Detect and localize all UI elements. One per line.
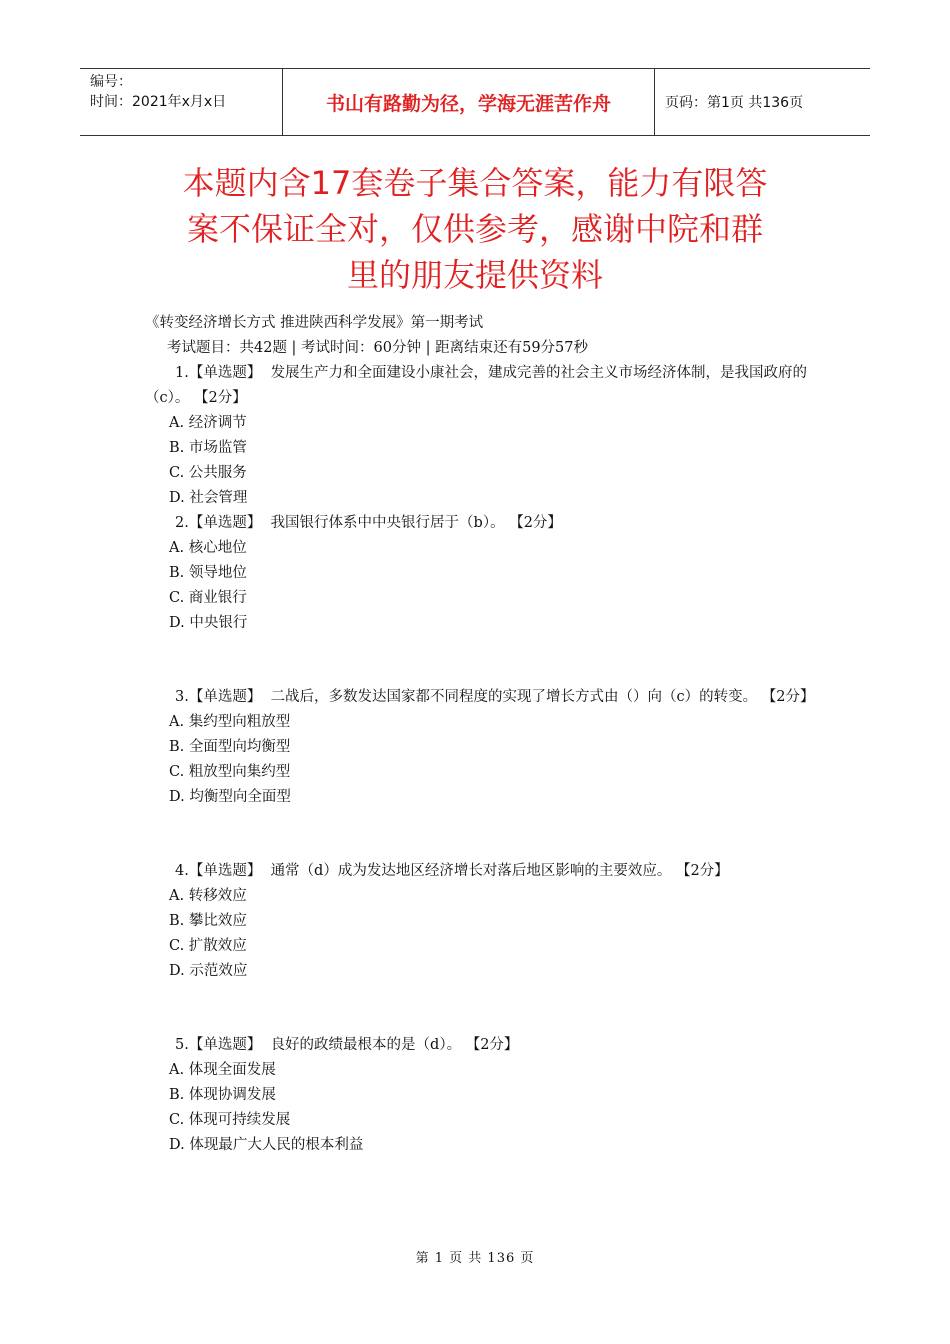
question-2-option-d: D. 中央银行 <box>169 615 248 631</box>
question-5-stem <box>145 1033 815 1058</box>
question-5-number: 5. <box>175 1037 189 1053</box>
question-3-option-c: C. 粗放型向集约型 <box>169 764 291 780</box>
exam-info: 考试题目：共42题 | 考试时间：60分钟 | 距离结束还有59分57秒 <box>167 340 589 356</box>
question-2-option-b: B. 领导地位 <box>169 565 247 581</box>
question-1-text: 发展生产力和全面建设小康社会，建成完善的社会主义市场经济体制，是我国政府的（c）。 【2分】 <box>145 365 808 406</box>
question-5-option-c: C. 体现可持续发展 <box>169 1112 291 1128</box>
question-5-type: 【单选题】 <box>188 1037 262 1053</box>
question-1-number: 1. <box>175 365 189 381</box>
exam-content <box>145 311 815 1158</box>
question-1-type: 【单选题】 <box>188 365 262 381</box>
question-5-option-d: D. 体现最广大人民的根本利益 <box>169 1137 364 1153</box>
question-2-number: 2. <box>175 515 189 531</box>
question-3-option-d: D. 均衡型向全面型 <box>169 789 291 805</box>
question-3-option-a: A. 集约型向粗放型 <box>169 714 291 730</box>
header-page-text: 页码：第1页 共136页 <box>665 95 804 111</box>
question-5 <box>145 1033 815 1158</box>
header-motto <box>282 69 655 135</box>
question-4 <box>145 859 815 984</box>
question-2 <box>145 511 815 636</box>
question-1-option-b: B. 市场监管 <box>169 440 247 456</box>
header-motto-text: 书山有路勤为径，学海无涯苦作舟 <box>325 92 611 115</box>
question-1-option-a: A. 经济调节 <box>169 415 247 431</box>
question-4-number: 4. <box>175 863 189 879</box>
header-page <box>655 69 870 135</box>
question-3 <box>145 685 815 810</box>
question-4-option-d: D. 示范效应 <box>169 963 248 979</box>
question-4-option-a: A. 转移效应 <box>169 888 247 904</box>
page-footer <box>0 1247 950 1266</box>
question-4-option-c: C. 扩散效应 <box>169 938 247 954</box>
question-2-option-a: A. 核心地位 <box>169 540 247 556</box>
header-meta <box>80 69 282 135</box>
banner-line-2: 案不保证全对，仅供参考，感谢中院和群 <box>186 210 763 248</box>
question-3-stem <box>145 685 815 710</box>
question-1 <box>145 361 815 511</box>
question-3-text: 二战后，多数发达国家都不同程度的实现了增长方式由（）向（c）的转变。 【2分】 <box>270 689 815 705</box>
header-number: 编号： <box>90 74 132 90</box>
question-3-option-b: B. 全面型向均衡型 <box>169 739 291 755</box>
question-4-stem <box>145 859 815 884</box>
question-5-option-a: A. 体现全面发展 <box>169 1062 276 1078</box>
spacer <box>145 810 815 859</box>
question-2-text: 我国银行体系中中央银行居于（b）。 【2分】 <box>270 515 562 531</box>
banner-line-1: 本题内含17套卷子集合答案，能力有限答 <box>182 164 768 202</box>
question-5-text: 良好的政绩最根本的是（d）。 【2分】 <box>270 1037 519 1053</box>
question-4-type: 【单选题】 <box>188 863 262 879</box>
question-1-option-d: D. 社会管理 <box>169 490 248 506</box>
question-4-text: 通常（d）成为发达地区经济增长对落后地区影响的主要效应。 【2分】 <box>270 863 729 879</box>
question-2-stem <box>145 511 815 536</box>
footer-page-number: 第 1 页 共 136 页 <box>415 1251 535 1266</box>
page-header <box>80 68 870 136</box>
question-1-stem <box>145 361 815 411</box>
exam-title: 《转变经济增长方式 推进陕西科学发展》第一期考试 <box>145 315 484 331</box>
question-2-type: 【单选题】 <box>188 515 262 531</box>
banner-line-3: 里的朋友提供资料 <box>346 256 603 294</box>
question-4-option-b: B. 攀比效应 <box>169 913 247 929</box>
notice-banner <box>120 160 830 298</box>
spacer <box>145 984 815 1033</box>
question-2-option-c: C. 商业银行 <box>169 590 247 606</box>
header-time: 时间：2021年x月x日 <box>90 94 227 110</box>
question-1-option-c: C. 公共服务 <box>169 465 247 481</box>
spacer <box>145 636 815 685</box>
question-5-option-b: B. 体现协调发展 <box>169 1087 276 1103</box>
question-3-type: 【单选题】 <box>188 689 262 705</box>
question-3-number: 3. <box>175 689 189 705</box>
